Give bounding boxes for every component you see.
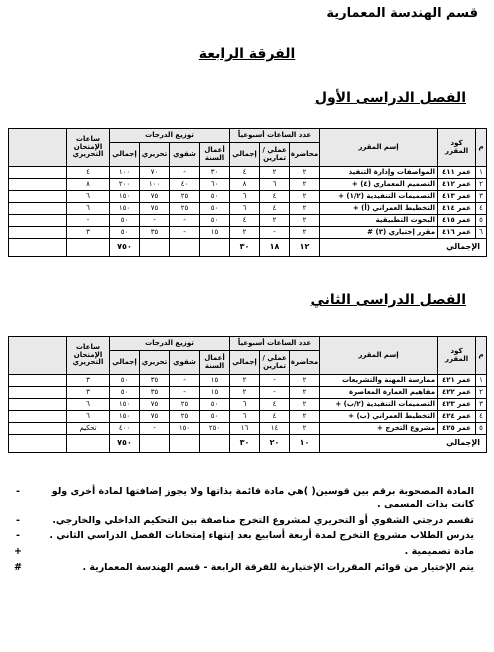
course-name: ممارسة المهنة والتشريعات xyxy=(320,375,438,387)
row-number: ٦ xyxy=(476,227,487,239)
total-hours: ٦ xyxy=(230,411,260,423)
course-name: مشروع التخرج + xyxy=(320,423,438,435)
hours-total-header: إجمالي xyxy=(230,351,260,375)
note-marker: - xyxy=(16,486,20,497)
total-grades: ٧٥٠ xyxy=(110,435,140,453)
total-hours: ٢ xyxy=(230,387,260,399)
written-header: تحريري xyxy=(140,143,170,167)
lecture-hours: ٢ xyxy=(290,215,320,227)
written-grade: - xyxy=(140,423,170,435)
written-grade: ٧٠ xyxy=(140,167,170,179)
oral-grade: - xyxy=(170,215,200,227)
row-number: ٣ xyxy=(476,399,487,411)
note-item xyxy=(8,515,474,528)
semester2-total-row xyxy=(9,435,487,453)
weekly-hours-header: عدد الساعات أسبوعياً xyxy=(230,129,320,143)
weekly-hours-header: عدد الساعات أسبوعياً xyxy=(230,337,320,351)
semester1-total-row xyxy=(9,239,487,257)
table-row xyxy=(9,423,487,435)
written-grade: ٧٥ xyxy=(140,203,170,215)
exam-hours: ٦ xyxy=(67,191,110,203)
course-code: عمر ٤١٤ xyxy=(438,203,476,215)
total-grade: ٢٠٠ xyxy=(110,179,140,191)
total-hours: ١٦ xyxy=(230,423,260,435)
oral-grade: ٢٥ xyxy=(170,203,200,215)
total-practical: ١٨ xyxy=(260,239,290,257)
exam-hours-header: ساعات الإمتحان التحريري xyxy=(67,337,110,375)
total-hours: ٦ xyxy=(230,203,260,215)
exam-hours: ٦ xyxy=(67,411,110,423)
code-header: كود المقرر xyxy=(438,337,476,375)
year-work-grade: ٥٠ xyxy=(200,411,230,423)
total-hours: ٦ xyxy=(230,191,260,203)
total-grade: ١٥٠ xyxy=(110,411,140,423)
course-name: التصميمات التنفيذية (٢/ب) + xyxy=(320,399,438,411)
exam-hours: ٦ xyxy=(67,399,110,411)
lecture-header: محاضرة xyxy=(290,143,320,167)
practical-hours: ٤ xyxy=(260,203,290,215)
course-name: التخطيط العمراني (ب) + xyxy=(320,411,438,423)
written-grade: - xyxy=(140,215,170,227)
year-work-header: أعمال السنة xyxy=(200,351,230,375)
practical-hours: ٤ xyxy=(260,399,290,411)
note-item xyxy=(8,562,474,575)
course-name: مقرر إختياري (٣) # xyxy=(320,227,438,239)
total-lecture: ١٢ xyxy=(290,239,320,257)
grades-total-header: إجمالي xyxy=(110,351,140,375)
course-name: المواصفات وإدارة التنفيذ xyxy=(320,167,438,179)
semester2-title: الفصل الدراسى الثاني xyxy=(310,292,466,308)
total-label: الإجمالي xyxy=(320,435,487,453)
written-grade: ١٠٠ xyxy=(140,179,170,191)
total-practical: ٢٠ xyxy=(260,435,290,453)
lecture-hours: ٢ xyxy=(290,387,320,399)
table-row xyxy=(9,191,487,203)
semester2-table xyxy=(8,336,487,453)
oral-grade: - xyxy=(170,375,200,387)
course-code: عمر ٤٢٢ xyxy=(438,387,476,399)
course-code: عمر ٤١٦ xyxy=(438,227,476,239)
practical-hours: - xyxy=(260,387,290,399)
year-work-grade: ٣٠ xyxy=(200,167,230,179)
practical-hours: ٦ xyxy=(260,179,290,191)
note-text: تقسم درجتي الشفوي أو التحريري لمشروع التخرج مناصفة بين التحكيم الداخلي والخارجي. xyxy=(52,514,474,526)
total-grade: ٤٠٠ xyxy=(110,423,140,435)
exam-hours: ٣ xyxy=(67,227,110,239)
note-text: يدرس الطلاب مشروع التخرج لمدة أربعة أسابيع بعد إنتهاء إمتحانات الفصل الدراسي الثاني . xyxy=(49,530,474,542)
course-header: إسم المقرر xyxy=(320,129,438,167)
row-number: ٥ xyxy=(476,423,487,435)
written-header: تحريري xyxy=(140,351,170,375)
oral-grade: ٢٥ xyxy=(170,191,200,203)
course-code: عمر ٤١٣ xyxy=(438,191,476,203)
practical-hours: ٢ xyxy=(260,167,290,179)
lecture-hours: ٢ xyxy=(290,179,320,191)
oral-grade: - xyxy=(170,167,200,179)
table-row xyxy=(9,203,487,215)
total-grade: ٥٠ xyxy=(110,227,140,239)
row-number: ٢ xyxy=(476,179,487,191)
total-hours: ٣٠ xyxy=(230,435,260,453)
practical-hours: ٢ xyxy=(260,215,290,227)
year-work-grade: ٥٠ xyxy=(200,203,230,215)
total-grade: ١٥٠ xyxy=(110,203,140,215)
num-header: م xyxy=(476,129,487,167)
row-number: ٢ xyxy=(476,387,487,399)
written-grade: ٣٥ xyxy=(140,387,170,399)
course-name: التصميم المعماري (٤) + xyxy=(320,179,438,191)
year-work-grade: ٥٠ xyxy=(200,215,230,227)
total-grade: ١٥٠ xyxy=(110,191,140,203)
row-number: ٣ xyxy=(476,191,487,203)
row-number: ٥ xyxy=(476,215,487,227)
total-hours: ٨ xyxy=(230,179,260,191)
semester1-title: الفصل الدراسى الأول xyxy=(314,90,466,106)
written-grade: ٧٥ xyxy=(140,191,170,203)
table-row xyxy=(9,167,487,179)
total-lecture: ١٠ xyxy=(290,435,320,453)
oral-grade: ٢٥ xyxy=(170,411,200,423)
exam-hours: ٨ xyxy=(67,179,110,191)
course-header: إسم المقرر xyxy=(320,337,438,375)
practical-hours: ٤ xyxy=(260,191,290,203)
practical-hours: - xyxy=(260,375,290,387)
hours-total-header: إجمالي xyxy=(230,143,260,167)
exam-hours: ٣ xyxy=(67,375,110,387)
total-grade: ٥٠ xyxy=(110,215,140,227)
total-grades: ٧٥٠ xyxy=(110,239,140,257)
lecture-hours: ٢ xyxy=(290,203,320,215)
written-grade: ٣٥ xyxy=(140,227,170,239)
lecture-hours: ٢ xyxy=(290,191,320,203)
exam-hours: ٤ xyxy=(67,167,110,179)
note-text: يتم الإختيار من قوائم المقررات الإختيارية للفرقة الرابعة - قسم الهندسة المعمارية . xyxy=(82,562,474,574)
course-code: عمر ٤٢٥ xyxy=(438,423,476,435)
total-hours: ٣٠ xyxy=(230,239,260,257)
year-work-grade: ٥٠ xyxy=(200,191,230,203)
spacer-header xyxy=(9,337,67,375)
course-code: عمر ٤١٢ xyxy=(438,179,476,191)
practical-header: عملي / تمارين xyxy=(260,351,290,375)
note-marker: + xyxy=(14,546,22,558)
total-hours: ٤ xyxy=(230,167,260,179)
spacer-header xyxy=(9,129,67,167)
course-code: عمر ٤١٥ xyxy=(438,215,476,227)
lecture-hours: ٢ xyxy=(290,399,320,411)
lecture-header: محاضرة xyxy=(290,351,320,375)
table-row xyxy=(9,227,487,239)
table-row xyxy=(9,387,487,399)
oral-grade: - xyxy=(170,387,200,399)
total-label: الإجمالي xyxy=(320,239,487,257)
practical-hours: ١٤ xyxy=(260,423,290,435)
lecture-hours: ٢ xyxy=(290,227,320,239)
exam-hours: - xyxy=(67,215,110,227)
table-row xyxy=(9,179,487,191)
year-work-grade: ١٥ xyxy=(200,375,230,387)
table-row xyxy=(9,411,487,423)
total-grade: ١٥٠ xyxy=(110,399,140,411)
table-row xyxy=(9,215,487,227)
year-title: الفرقة الرابعة xyxy=(198,46,296,62)
lecture-hours: ٢ xyxy=(290,411,320,423)
practical-hours: ٤ xyxy=(260,411,290,423)
course-code: عمر ٤٢٣ xyxy=(438,399,476,411)
year-work-header: أعمال السنة xyxy=(200,143,230,167)
oral-grade: ٤٠ xyxy=(170,179,200,191)
written-grade: ٧٥ xyxy=(140,411,170,423)
semester1-table xyxy=(8,128,487,257)
written-grade: ٣٥ xyxy=(140,375,170,387)
written-grade: ٧٥ xyxy=(140,399,170,411)
row-number: ١ xyxy=(476,375,487,387)
grades-header: توزيع الدرجات xyxy=(110,129,230,143)
course-code: عمر ٤٢١ xyxy=(438,375,476,387)
row-number: ٤ xyxy=(476,203,487,215)
total-hours: ٢ xyxy=(230,227,260,239)
practical-hours: - xyxy=(260,227,290,239)
total-grade: ١٠٠ xyxy=(110,167,140,179)
year-work-grade: ٢٥٠ xyxy=(200,423,230,435)
total-grade: ٥٠ xyxy=(110,387,140,399)
note-item xyxy=(8,546,474,559)
course-code: عمر ٤١١ xyxy=(438,167,476,179)
note-marker: - xyxy=(16,530,20,542)
grades-total-header: إجمالي xyxy=(110,143,140,167)
course-name: مفاهيم العمارة المعاصرة xyxy=(320,387,438,399)
lecture-hours: ٢ xyxy=(290,167,320,179)
total-hours: ٦ xyxy=(230,399,260,411)
course-name: البحوث التطبيقية xyxy=(320,215,438,227)
note-text: المادة المصحوبة برقم بين قوسين( )هي مادة قائمة بذاتها ولا يجوز إضافتها لمادة أخرى ولو كانت بذات المسمى . xyxy=(51,486,474,510)
exam-hours: تحكيم xyxy=(67,423,110,435)
grades-header: توزيع الدرجات xyxy=(110,337,230,351)
year-work-grade: ١٥ xyxy=(200,227,230,239)
oral-grade: ٢٥ xyxy=(170,399,200,411)
total-grade: ٥٠ xyxy=(110,375,140,387)
row-number: ٤ xyxy=(476,411,487,423)
lecture-hours: ٢ xyxy=(290,375,320,387)
code-header: كود المقرر xyxy=(438,129,476,167)
practical-header: عملي / تمارين xyxy=(260,143,290,167)
num-header: م xyxy=(476,337,487,375)
course-code: عمر ٤٢٤ xyxy=(438,411,476,423)
table-row xyxy=(9,399,487,411)
year-work-grade: ٥٠ xyxy=(200,399,230,411)
course-name: التصميمات التنفيذية (١/٢) + xyxy=(320,191,438,203)
year-work-grade: ٦٠ xyxy=(200,179,230,191)
table-row xyxy=(9,375,487,387)
lecture-hours: ٢ xyxy=(290,423,320,435)
exam-hours: ٦ xyxy=(67,203,110,215)
exam-hours-header: ساعات الإمتحان التحريري xyxy=(67,129,110,167)
total-hours: ٤ xyxy=(230,215,260,227)
department-title: قسم الهندسة المعمارية xyxy=(326,6,478,21)
note-item xyxy=(8,530,474,543)
oral-grade: - xyxy=(170,227,200,239)
note-item xyxy=(8,486,474,512)
row-number: ١ xyxy=(476,167,487,179)
oral-header: شفوي xyxy=(170,351,200,375)
note-marker: # xyxy=(14,562,22,574)
course-name: التخطيط العمراني (أ) + xyxy=(320,203,438,215)
notes-section xyxy=(8,486,474,578)
year-work-grade: ١٥ xyxy=(200,387,230,399)
total-hours: ٢ xyxy=(230,375,260,387)
exam-hours: ٣ xyxy=(67,387,110,399)
oral-grade: ١٥٠ xyxy=(170,423,200,435)
oral-header: شفوي xyxy=(170,143,200,167)
note-text: مادة تصميمية . xyxy=(404,546,474,558)
note-marker: - xyxy=(16,514,20,526)
